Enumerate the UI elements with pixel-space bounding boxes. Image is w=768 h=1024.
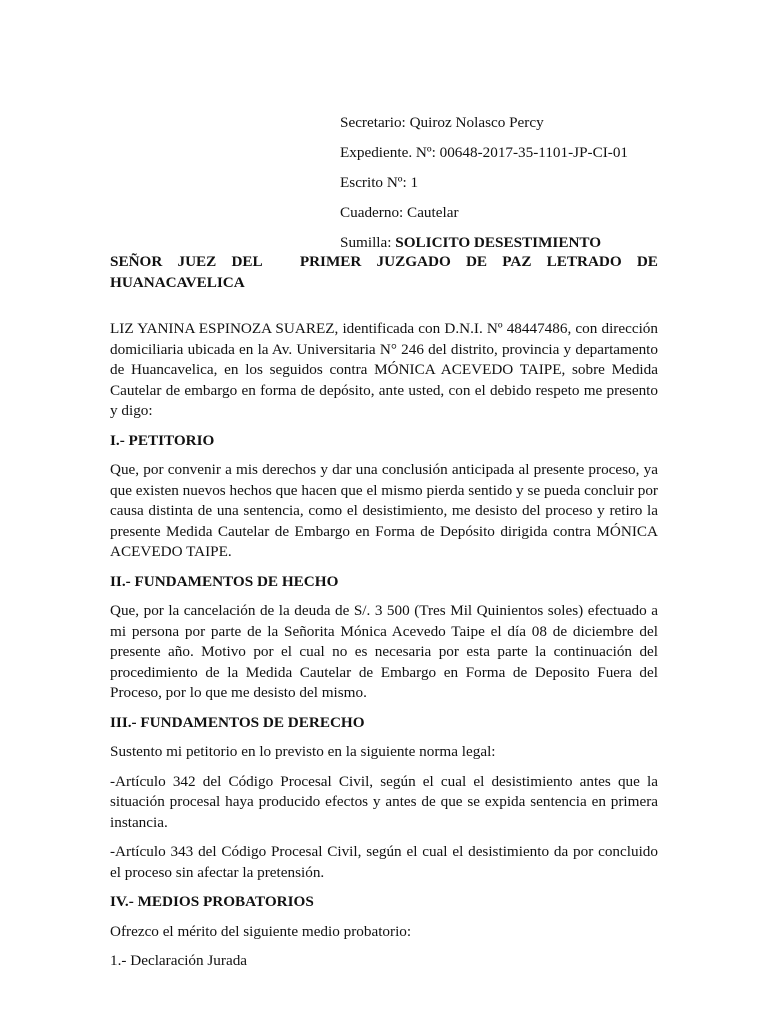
- articulo-342-paragraph: -Artículo 342 del Código Procesal Civil, según el cual el desistimiento antes que la situación procesal haya producido efectos y antes de que se expida sentencia en primera instancia.: [110, 772, 658, 831]
- addressee-word: PAZ: [502, 253, 532, 270]
- sumilla-value: SOLICITO DESESTIMIENTO: [395, 234, 602, 251]
- cuaderno-line: Cuaderno: Cautelar: [340, 204, 459, 221]
- petitorio-paragraph: Que, por convenir a mis derechos y dar una conclusión anticipada al presente proceso, ya que existen nuevos hechos que hacen que el mismo pierda sentido y se pueda concluir por causa distinta de una sentencia, como el desistimiento, me desisto del proceso y retiro la presente Medida Cautelar de Embargo en Forma de Depósito dirigida contra MÓNICA ACEVEDO TAIPE.: [110, 461, 658, 560]
- addressee-word: LETRADO: [546, 253, 622, 270]
- petitorio-heading: I.- PETITORIO: [110, 431, 215, 449]
- addressee-word: JUZGADO: [376, 253, 451, 270]
- fundamentos-hecho-paragraph: Que, por la cancelación de la deuda de S/. 3 500 (Tres Mil Quinientos soles) efectuado a mi persona por parte de la Señorita Mónica Acevedo Taipe el día 08 de diciembre del presente año. Motivo por el cual no es necesaria por esta parte la continuación del procedimiento de la Medida Cautelar de Embargo en Forma de Deposito Fuera del Proceso, por lo que me desisto del mismo.: [110, 602, 658, 701]
- addressee-line: [110, 252, 658, 273]
- addressee-word: DEL: [231, 253, 263, 270]
- addressee-word: SEÑOR: [110, 253, 163, 270]
- expediente-line: Expediente. Nº: 00648-2017-35-1101-JP-CI-01: [340, 144, 629, 161]
- secretario-line: Secretario: Quiroz Nolasco Percy: [340, 114, 544, 131]
- fundamentos-derecho-intro: Sustento mi petitorio en lo previsto en la siguiente norma legal:: [110, 743, 496, 760]
- articulo-343-paragraph: -Artículo 343 del Código Procesal Civil, según el cual el desistimiento da por concluido el proceso sin afectar la pretensión.: [110, 843, 658, 881]
- fundamentos-derecho-heading: III.- FUNDAMENTOS DE DERECHO: [110, 713, 365, 731]
- case-header: [340, 113, 628, 263]
- intro-paragraph: LIZ YANINA ESPINOZA SUAREZ, identificada con D.N.I. Nº 48447486, con dirección domiciliaria ubicada en la Av. Universitaria N° 246 del distrito, provincia y departamento de Huancavelica, en los seguidos contra MÓNICA ACEVEDO TAIPE, sobre Medida Cautelar de embargo en forma de depósito, ante usted, con el debido respeto me presento y digo:: [110, 320, 658, 419]
- medio-probatorio-item: 1.- Declaración Jurada: [110, 952, 248, 969]
- medios-probatorios-intro: Ofrezco el mérito del siguiente medio probatorio:: [110, 922, 412, 940]
- addressee-word: DE: [465, 253, 488, 270]
- fundamentos-hecho-heading: II.- FUNDAMENTOS DE HECHO: [110, 572, 339, 590]
- medios-probatorios-heading: IV.- MEDIOS PROBATORIOS: [110, 893, 314, 910]
- addressee-word: JUEZ: [177, 253, 217, 270]
- sumilla-line: [340, 233, 628, 254]
- addressee-word: DE: [636, 253, 658, 270]
- addressee-line-2: HUANACAVELICA: [110, 273, 245, 291]
- addressee-word: PRIMER: [299, 253, 362, 270]
- sumilla-label: Sumilla:: [340, 234, 396, 251]
- escrito-line: Escrito Nº: 1: [340, 174, 419, 191]
- document-body: [110, 252, 658, 981]
